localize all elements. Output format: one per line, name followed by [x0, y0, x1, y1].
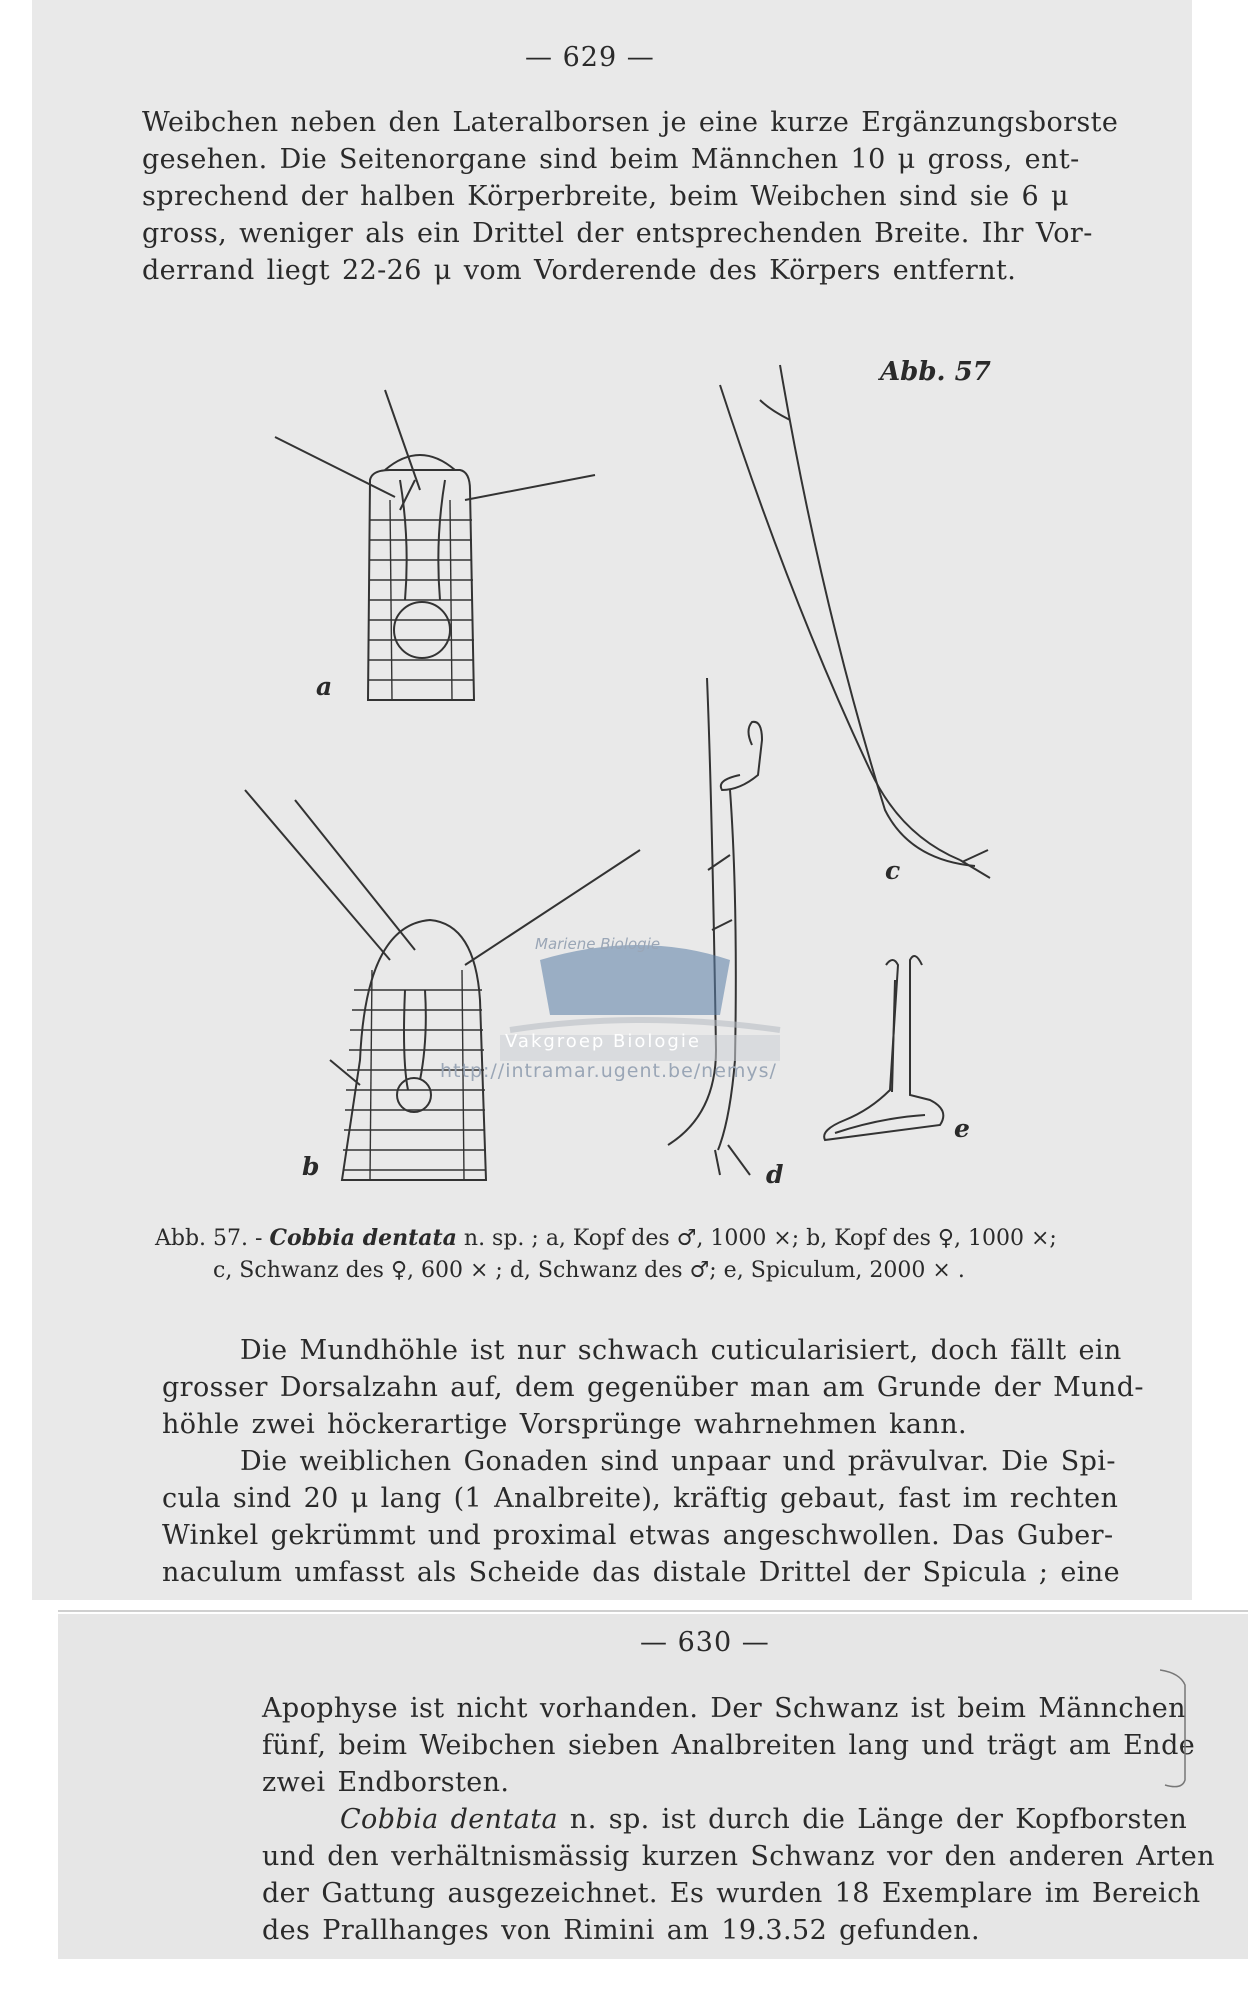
paragraph-line: grosser Dorsalzahn auf, dem gegenüber man am Grunde der Mund- — [162, 1372, 1144, 1403]
paragraph-line: und den verhältnismässig kurzen Schwanz vor den anderen Arten — [262, 1841, 1215, 1872]
caption-line1: n. sp. ; a, Kopf des ♂, 1000 ×; b, Kopf des ♀, 1000 ×; — [456, 1226, 1057, 1251]
paragraph-line: zwei Endborsten. — [262, 1767, 510, 1798]
panel-e-spiculum — [824, 956, 943, 1140]
page-number-629: — 629 — — [525, 42, 655, 73]
panel-a-head-male — [275, 390, 595, 700]
caption-species: Cobbia dentata — [269, 1225, 457, 1251]
paragraph-line: Weibchen neben den Lateralborsen je eine kurze Ergänzungsborste — [142, 107, 1119, 138]
panel-letter-e: e — [954, 1114, 970, 1143]
paragraph-line: cula sind 20 μ lang (1 Analbreite), kräftig gebaut, fast im rechten — [162, 1483, 1119, 1514]
paragraph-text: n. sp. ist durch die Länge der Kopfborsten — [557, 1804, 1188, 1835]
panel-letter-d: d — [766, 1160, 784, 1189]
paragraph-line: fünf, beim Weibchen sieben Analbreiten lang und trägt am Ende — [262, 1730, 1196, 1761]
paragraph-line: derrand liegt 22-26 μ vom Vorderende des Körpers entfernt. — [142, 255, 1017, 286]
caption-line2: c, Schwanz des ♀, 600 × ; d, Schwanz des ♂; e, Spiculum, 2000 × . — [213, 1258, 965, 1283]
paragraph-line: Apophyse ist nicht vorhanden. Der Schwanz ist beim Männchen — [262, 1693, 1186, 1724]
paragraph-line: des Prallhanges von Rimini am 19.3.52 gefunden. — [262, 1915, 980, 1946]
margin-bracket-mark — [1160, 1665, 1190, 1795]
paragraph-line: der Gattung ausgezeichnet. Es wurden 18 Exemplare im Bereich — [262, 1878, 1201, 1909]
paragraph-line: sprechend der halben Körperbreite, beim Weibchen sind sie 6 μ — [142, 181, 1069, 212]
watermark-title: Mariene Biologie — [535, 935, 661, 953]
paragraph-line: Die Mundhöhle ist nur schwach cuticularisiert, doch fällt ein — [240, 1335, 1122, 1366]
watermark-subtitle: Vakgroep Biologie — [505, 1031, 701, 1052]
watermark-url: http://intramar.ugent.be/nemys/ — [440, 1060, 777, 1082]
caption-prefix: Abb. 57. - — [155, 1226, 263, 1251]
paragraph-line: Die weiblichen Gonaden sind unpaar und prävulvar. Die Spi- — [240, 1446, 1116, 1477]
paragraph-line — [262, 1801, 1188, 1838]
page-number-630: — 630 — — [640, 1627, 770, 1658]
panel-letter-b: b — [302, 1152, 320, 1181]
paragraph-line: Winkel gekrümmt und proximal etwas angeschwollen. Das Guber- — [162, 1520, 1114, 1551]
page-630-paragraph — [262, 1690, 1215, 1949]
figure-caption — [155, 1222, 1065, 1287]
body-paragraph — [162, 1332, 1144, 1591]
panel-letter-c: c — [885, 856, 901, 885]
panel-letter-a: a — [316, 672, 333, 701]
figure-label: Abb. 57 — [880, 357, 991, 387]
paragraph-line: gesehen. Die Seitenorgane sind beim Männchen 10 μ gross, ent- — [142, 144, 1080, 175]
paragraph-line: gross, weniger als ein Drittel der entsprechenden Breite. Ihr Vor- — [142, 218, 1093, 249]
species-name: Cobbia dentata — [340, 1804, 558, 1835]
panel-c-tail-female — [720, 365, 990, 878]
paragraph-line: naculum umfasst als Scheide das distale Drittel der Spicula ; eine — [162, 1557, 1120, 1588]
sheet-divider — [58, 1610, 1248, 1612]
paragraph-line: höhle zwei höckerartige Vorsprünge wahrnehmen kann. — [162, 1409, 967, 1440]
